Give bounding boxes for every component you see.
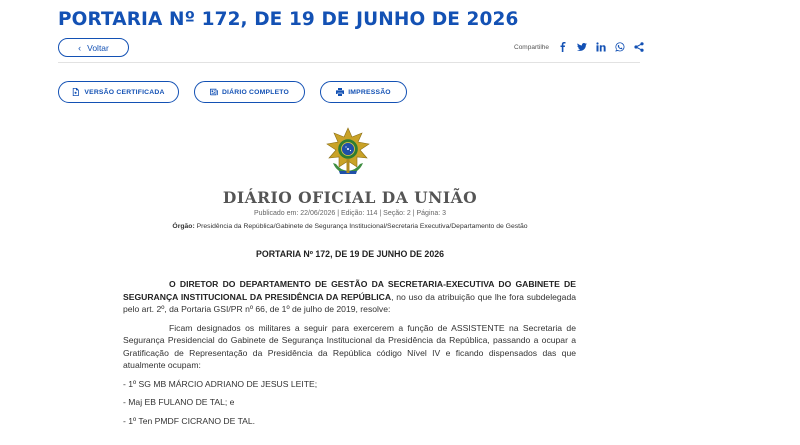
orgao-line — [0, 223, 700, 230]
certified-version-label: VERSÃO CERTIFICADA — [84, 88, 165, 96]
share-bar — [514, 42, 644, 52]
print-label: IMPRESSÃO — [348, 88, 391, 96]
list-item: - 1º Ten PMDF CICRANO DE TAL. — [123, 415, 256, 426]
back-button[interactable] — [58, 38, 129, 57]
brazil-coat-of-arms — [323, 127, 373, 179]
share-label: Compartilhe — [514, 43, 550, 51]
full-diary-label: DIÁRIO COMPLETO — [221, 88, 290, 96]
list-item: - Maj EB FULANO DE TAL; e — [123, 397, 235, 407]
list-item: - 1º SG MB MÁRCIO ADRIANO DE JESUS LEITE; — [123, 378, 318, 389]
whatsapp-icon[interactable] — [615, 42, 625, 52]
certificate-icon — [72, 88, 80, 96]
orgao-label: Órgão: — [172, 223, 195, 230]
full-diary-button[interactable] — [194, 81, 305, 103]
share-icon[interactable] — [634, 42, 644, 52]
document-body — [123, 278, 576, 433]
linkedin-icon[interactable] — [596, 42, 606, 52]
paragraph-resolution — [123, 278, 576, 316]
page-title: PORTARIA Nº 172, DE 19 DE JUNHO DE 2026 — [58, 9, 519, 30]
print-icon — [336, 88, 344, 96]
twitter-icon[interactable] — [577, 42, 587, 52]
header-divider — [58, 62, 640, 63]
newspaper-icon — [210, 88, 218, 96]
facebook-icon[interactable] — [558, 42, 568, 52]
paragraph-resolution-rest: , no uso da atribuição que lhe fora subdelegada pelo art. 2º, da Portaria GSI/PR nº 66, de 1º de julho de 2019, resolve: — [123, 291, 576, 314]
document-heading: PORTARIA Nº 172, DE 19 DE JUNHO DE 2026 — [255, 249, 444, 259]
orgao-value: Presidência da República/Gabinete de Segurança Institucional/Secretaria Executiva/Departamento de Gestão — [196, 223, 528, 230]
diario-oficial-title: DIÁRIO OFICIAL DA UNIÃO — [222, 188, 478, 207]
certified-version-button[interactable] — [58, 81, 179, 103]
publication-info: Publicado em: 22/06/2026 | Edição: 114 | Seção: 2 | Página: 3 — [253, 210, 447, 217]
back-button-label: Voltar — [87, 42, 109, 53]
chevron-left-icon: ‹ — [78, 42, 82, 53]
print-button[interactable] — [320, 81, 407, 103]
paragraph-designation: Ficam designados os militares a seguir para exercerem a função de ASSISTENTE na Secretaria de Segurança Presidencial do Gabinete de Segurança Institucional da Presidência da República, passando a ocupar a Gratificação de Representação da Presidência da República código Nível IV e ficando dispensados das que atualmente ocupam: — [123, 322, 576, 370]
director-title: O DIRETOR DO DEPARTAMENTO DE GESTÃO DA SECRETARIA-EXECUTIVA DO GABINETE DE SEGURANÇA INSTITUCIONAL DA PRESIDÊNCIA DA REPÚBLICA — [123, 279, 576, 302]
